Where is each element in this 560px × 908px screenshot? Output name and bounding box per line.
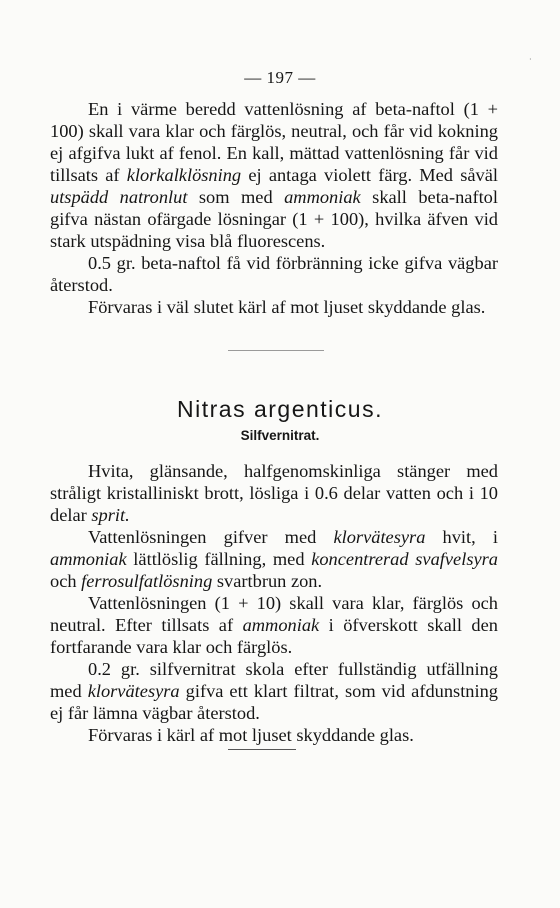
body-paragraph (50, 592, 498, 658)
text-run: Vattenlösningen gifver med (88, 527, 334, 547)
section-divider (228, 350, 324, 351)
section-subtitle: Silfvernitrat. (240, 428, 320, 443)
text-run: ej antaga violett färg. Med såväl (241, 165, 498, 185)
body-paragraph (50, 252, 498, 296)
text-run: skall beta-naftol gifva nästan ofärgade lösningar (1 + 100), hvilka äfven vid stark utspädning visa blå fluorescens. (50, 187, 498, 251)
text-run: Förvaras i väl slutet kärl af mot ljuset skyddande glas. (88, 297, 486, 317)
italic-term: klorkalklösning (126, 165, 242, 185)
text-run: En i värme beredd vattenlösning af beta-naftol (1 + 100) skall vara klar och färglös, neutral, och får vid kokning ej afgifva lukt af fenol. En kall, mättad vattenlösning får vid tillsats af (50, 99, 498, 185)
text-run: 0.5 gr. beta-naftol få vid förbränning icke gifva vägbar återstod. (50, 253, 498, 295)
text-run: hvit, i (425, 527, 498, 547)
body-paragraph (50, 526, 498, 592)
italic-term: klorvätesyra (333, 527, 426, 547)
italic-term: koncentrerad svafvelsyra (311, 549, 498, 569)
text-run: Vattenlösningen (1 + 10) skall vara klar, färglös och neutral. Efter tillsats af (50, 593, 498, 635)
italic-term: ammoniak (284, 187, 361, 207)
italic-term: ammoniak (50, 549, 127, 569)
end-rule (228, 749, 296, 750)
text-run: gifva ett klart filtrat, som vid afdunstning ej får lämna vägbar återstod. (50, 681, 499, 723)
text-run: och (50, 571, 82, 591)
italic-term: sprit. (91, 505, 130, 525)
second-section-body (50, 460, 498, 746)
text-run: svartbrun zon. (212, 571, 323, 591)
body-paragraph (50, 460, 498, 526)
italic-term: klorvätesyra (87, 681, 180, 701)
text-run: Förvaras i kärl af mot ljuset skyddande glas. (88, 725, 414, 745)
body-paragraph (50, 296, 498, 318)
italic-term: utspädd natronlut (50, 187, 188, 207)
text-run: 0.2 gr. silfvernitrat skola efter fullständig utfällning med (50, 659, 498, 701)
body-paragraph (50, 658, 498, 724)
text-run: Hvita, glänsande, halfgenomskinliga stänger med stråligt kristalliniskt brott, lösliga i 0.6 delar vatten och i 10 delar (50, 461, 498, 525)
section-title: Nitras argenticus. (177, 396, 383, 422)
text-run: som med (187, 187, 285, 207)
text-run: i öfverskott skall den fortfarande vara klar och färglös. (50, 615, 498, 657)
page-number: — 197 — (244, 68, 316, 87)
body-paragraph (50, 98, 498, 252)
italic-term: ammoniak (242, 615, 320, 635)
first-section-body (50, 98, 498, 318)
italic-term: ferrosulfatlösning (81, 571, 213, 591)
body-paragraph (50, 724, 498, 746)
margin-dot: · (529, 55, 532, 64)
text-run: lättlöslig fällning, med (126, 549, 312, 569)
